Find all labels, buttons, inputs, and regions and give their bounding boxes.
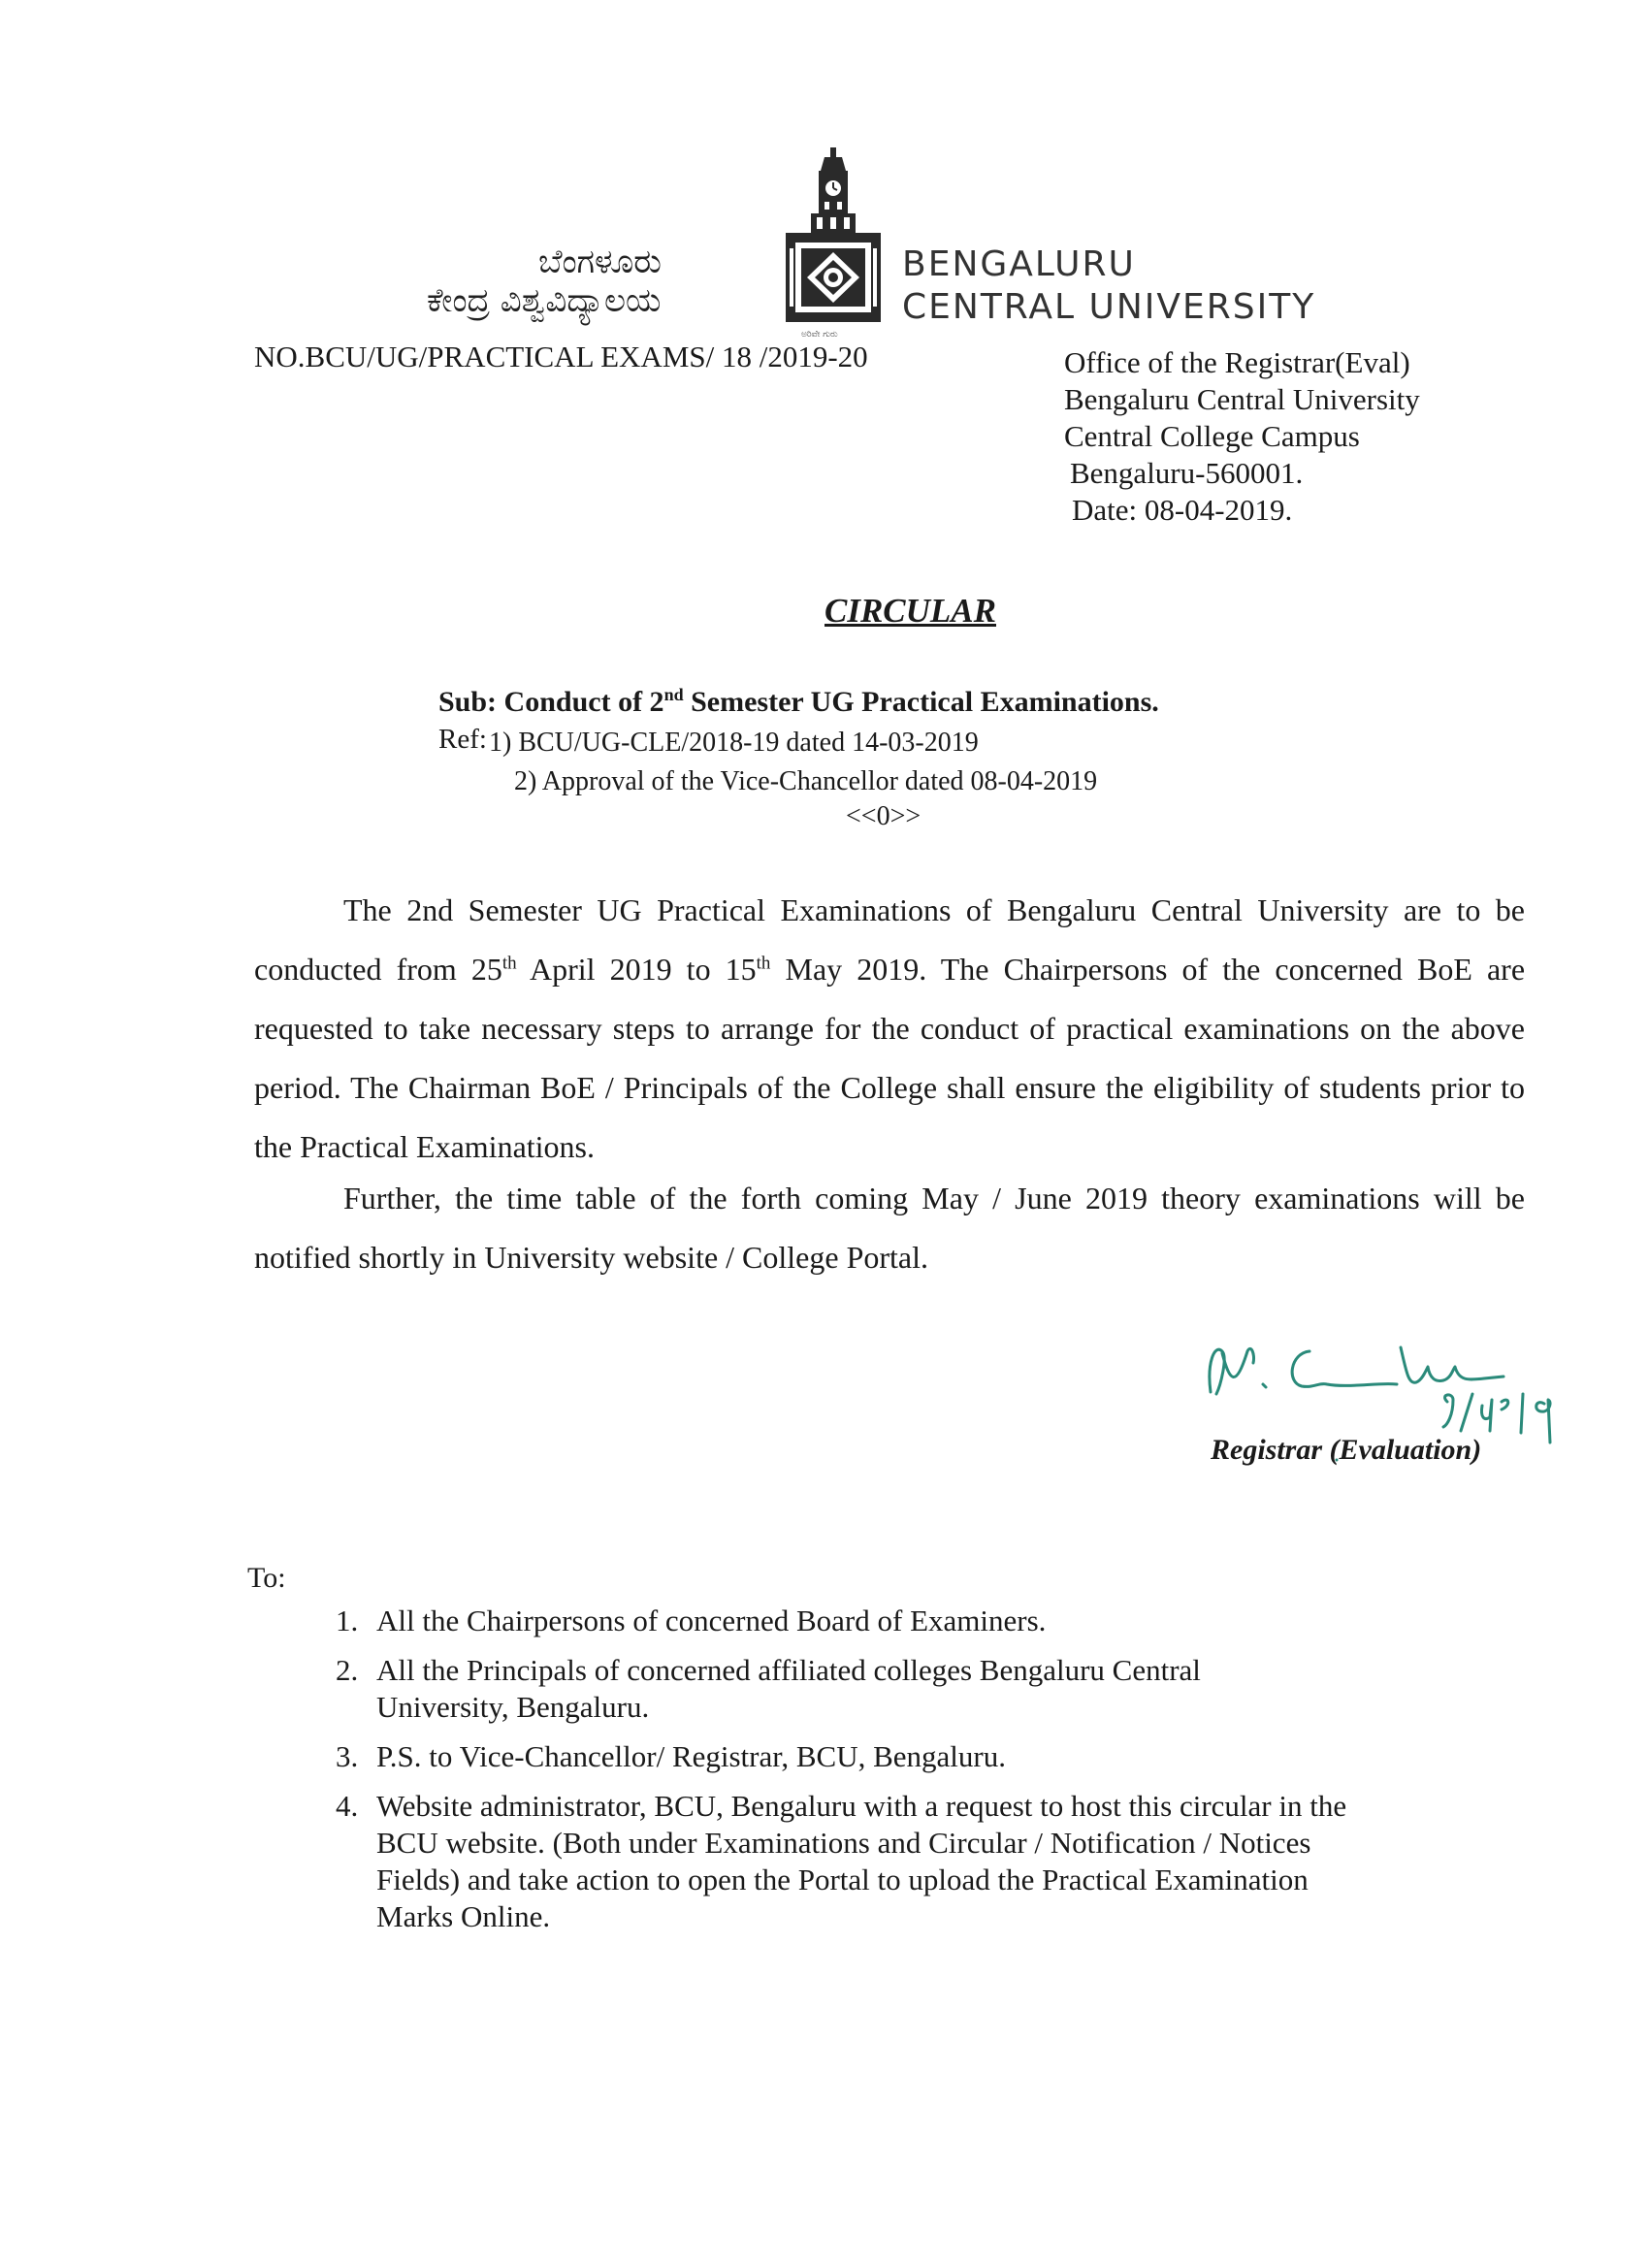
distribution-list	[336, 1603, 1385, 1948]
office-line-4: Bengaluru-560001.	[1070, 456, 1304, 490]
circular-title: CIRCULAR	[824, 592, 996, 630]
list-item	[336, 1738, 1385, 1775]
section-separator: <<0>>	[846, 801, 922, 831]
subject-superscript: nd	[663, 685, 684, 704]
body-p1-sup1: th	[501, 953, 517, 974]
english-university-name-line1: BENGALURU	[902, 244, 1136, 284]
list-item-text: All the Principals of concerned affiliated colleges Bengaluru Central University, Bengaluru.	[376, 1653, 1201, 1724]
body-paragraph-2: Further, the time table of the forth coming May / June 2019 theory examinations will be notified shortly in University website / College Portal.	[254, 1181, 1525, 1275]
kannada-university-name-line1: ಬೆಂಗಳೂರು	[538, 243, 662, 281]
body-p1-sup2: th	[756, 953, 771, 974]
list-item	[336, 1788, 1385, 1935]
list-item-text: P.S. to Vice-Chancellor/ Registrar, BCU, Bengaluru.	[376, 1739, 1006, 1773]
university-clocktower-emblem-icon	[782, 146, 885, 340]
list-item-number: 3.	[336, 1739, 359, 1773]
reference-number: NO.BCU/UG/PRACTICAL EXAMS/ 18 /2019-20	[254, 340, 868, 373]
list-item-number: 1.	[336, 1604, 359, 1637]
body-p1-part2: April 2019 to 15	[516, 952, 757, 987]
kannada-university-name-line2: ಕೇಂದ್ರ ವಿಶ್ವವಿದ್ಯಾಲಯ	[427, 281, 662, 320]
office-date: Date: 08-04-2019.	[1072, 493, 1293, 527]
body-paragraph-1	[254, 881, 1525, 1177]
list-item-number: 2.	[336, 1653, 359, 1687]
subject-prefix: Sub: Conduct of 2	[438, 686, 664, 718]
list-item-text: All the Chairpersons of concerned Board of Examiners.	[376, 1604, 1047, 1637]
office-line-2: Bengaluru Central University	[1064, 382, 1420, 416]
subject-suffix: Semester UG Practical Examinations.	[683, 686, 1159, 718]
body-p1-part3: May 2019. The Chairpersons of the concerned BoE are requested to take necessary steps to arrange for the conduct of practical examinations on the above period. The Chairman BoE / Principals of the College shall ensure the eligibility of students prior to the Practical Examinations.	[254, 952, 1526, 1164]
office-line-3: Central College Campus	[1064, 419, 1360, 453]
body-p1-part1: The 2nd Semester UG Practical Examinations of Bengaluru Central University are to be conducted from 25	[254, 892, 1525, 987]
office-address	[1064, 344, 1420, 529]
distribution-label: To:	[247, 1562, 286, 1594]
list-item	[336, 1652, 1385, 1726]
reference-item-2: 2) Approval of the Vice-Chancellor dated 08-04-2019	[514, 766, 1098, 796]
list-item	[336, 1603, 1385, 1639]
university-motto: ಅರಿವೇ ಗುರು	[801, 330, 838, 340]
subject-line	[438, 685, 1159, 719]
list-item-text: Website administrator, BCU, Bengaluru with a request to host this circular in the BCU website. (Both under Examinations and Circular / Notification / Notices Fields) and take action to open the Portal to upload the Practical Examination Marks Online.	[376, 1789, 1347, 1933]
signatory-designation: Registrar (Evaluation)	[1211, 1434, 1482, 1466]
office-line-1: Office of the Registrar(Eval)	[1064, 345, 1410, 379]
reference-item-1: 1) BCU/UG-CLE/2018-19 dated 14-03-2019	[489, 728, 979, 758]
list-item-number: 4.	[336, 1789, 359, 1823]
reference-label: Ref:	[438, 724, 487, 755]
english-university-name-line2: CENTRAL UNIVERSITY	[902, 287, 1316, 327]
